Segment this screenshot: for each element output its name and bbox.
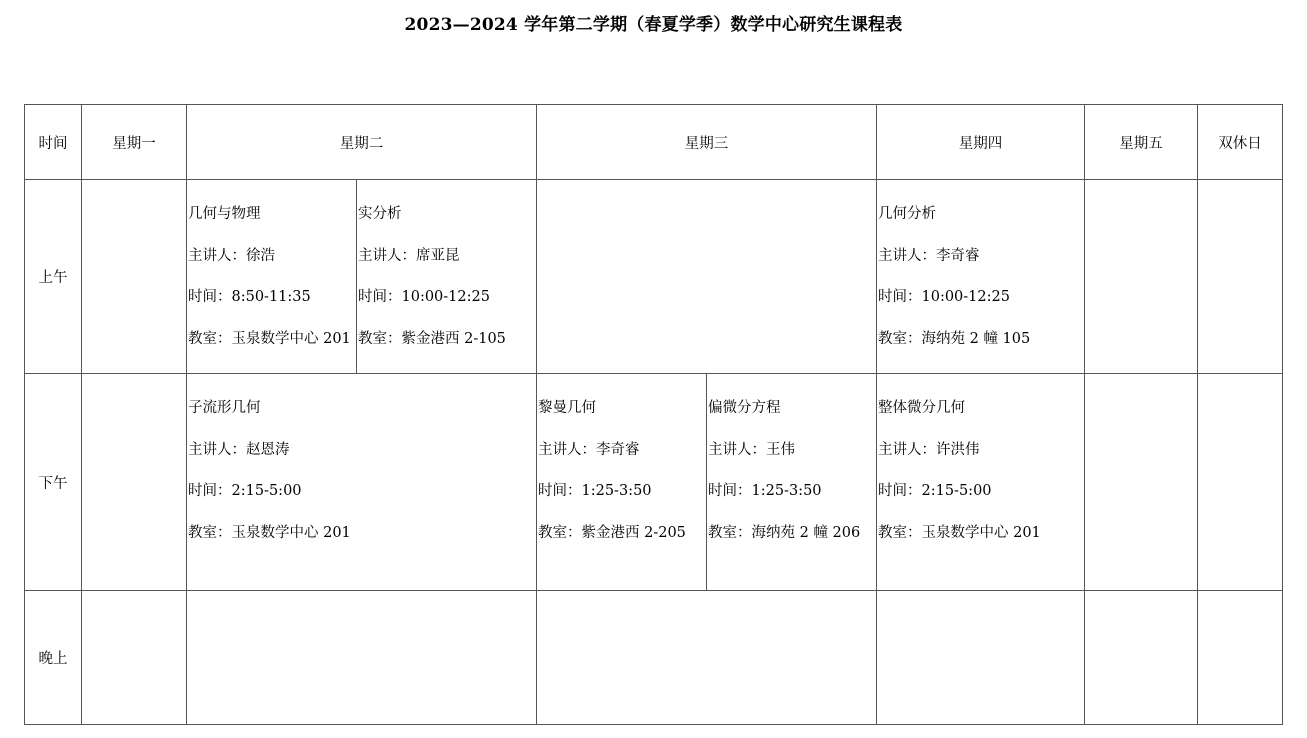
table-row-afternoon — [25, 374, 1283, 591]
course-name: 偏微分方程 — [708, 400, 781, 416]
table-row-evening — [25, 591, 1283, 725]
cell-eve-thursday — [877, 591, 1085, 725]
cell-am-weekend — [1198, 180, 1283, 374]
period-morning: 上午 — [25, 180, 82, 374]
course-cell-riemannian-geometry — [537, 374, 707, 591]
course-schedule-table — [24, 104, 1283, 725]
course-time: 时间：1:25-3:50 — [708, 483, 822, 499]
header-tuesday: 星期二 — [187, 105, 537, 180]
course-cell-pde — [707, 374, 877, 591]
page-title: 2023—2024 学年第二学期（春夏学季）数学中心研究生课程表 — [404, 15, 903, 35]
cell-eve-weekend — [1198, 591, 1283, 725]
course-name: 几何分析 — [878, 206, 936, 222]
course-time: 时间：8:50-11:35 — [188, 289, 311, 305]
course-cell-real-analysis — [357, 180, 537, 374]
course-time: 时间：2:15-5:00 — [878, 483, 992, 499]
course-time: 时间：1:25-3:50 — [538, 483, 652, 499]
course-room: 教室：玉泉数学中心 201 — [188, 330, 351, 347]
course-room: 教室：海纳苑 2 幢 105 — [878, 330, 1031, 347]
course-lecturer: 主讲人：许洪伟 — [878, 441, 980, 458]
course-cell-geometry-physics — [187, 180, 357, 374]
period-afternoon: 下午 — [25, 374, 82, 591]
course-time: 时间：10:00-12:25 — [358, 289, 490, 305]
header-monday: 星期一 — [82, 105, 187, 180]
course-lecturer: 主讲人：李奇睿 — [538, 441, 640, 458]
course-name: 整体微分几何 — [878, 400, 965, 416]
cell-am-friday — [1085, 180, 1198, 374]
cell-eve-wednesday — [537, 591, 877, 725]
header-friday: 星期五 — [1085, 105, 1198, 180]
course-cell-global-differential-geometry — [877, 374, 1085, 591]
course-lecturer: 主讲人：席亚昆 — [358, 247, 460, 264]
course-cell-submanifold-geometry — [187, 374, 537, 591]
course-lecturer: 主讲人：王伟 — [708, 441, 795, 458]
header-wednesday: 星期三 — [537, 105, 877, 180]
cell-pm-weekend — [1198, 374, 1283, 591]
table-row-morning — [25, 180, 1283, 374]
header-row — [25, 105, 1283, 180]
header-weekend: 双休日 — [1198, 105, 1283, 180]
period-evening: 晚上 — [25, 591, 82, 725]
course-room: 教室：玉泉数学中心 201 — [188, 524, 351, 541]
course-room: 教室：紫金港西 2-205 — [538, 524, 686, 541]
course-time: 时间：10:00-12:25 — [878, 289, 1010, 305]
course-name: 几何与物理 — [188, 206, 261, 222]
cell-eve-monday — [82, 591, 187, 725]
course-room: 教室：紫金港西 2-105 — [358, 330, 506, 347]
course-name: 实分析 — [358, 206, 402, 222]
course-cell-geometric-analysis — [877, 180, 1085, 374]
course-room: 教室：玉泉数学中心 201 — [878, 524, 1041, 541]
cell-pm-friday — [1085, 374, 1198, 591]
course-lecturer: 主讲人：徐浩 — [188, 247, 275, 264]
course-lecturer: 主讲人：李奇睿 — [878, 247, 980, 264]
course-name: 子流形几何 — [188, 400, 261, 416]
course-name: 黎曼几何 — [538, 400, 596, 416]
cell-pm-monday — [82, 374, 187, 591]
cell-am-wednesday — [537, 180, 877, 374]
header-time: 时间 — [25, 105, 82, 180]
course-room: 教室：海纳苑 2 幢 206 — [708, 524, 861, 541]
cell-eve-tuesday — [187, 591, 537, 725]
header-thursday: 星期四 — [877, 105, 1085, 180]
cell-am-monday — [82, 180, 187, 374]
cell-eve-friday — [1085, 591, 1198, 725]
course-time: 时间：2:15-5:00 — [188, 483, 302, 499]
course-lecturer: 主讲人：赵恩涛 — [188, 441, 290, 458]
